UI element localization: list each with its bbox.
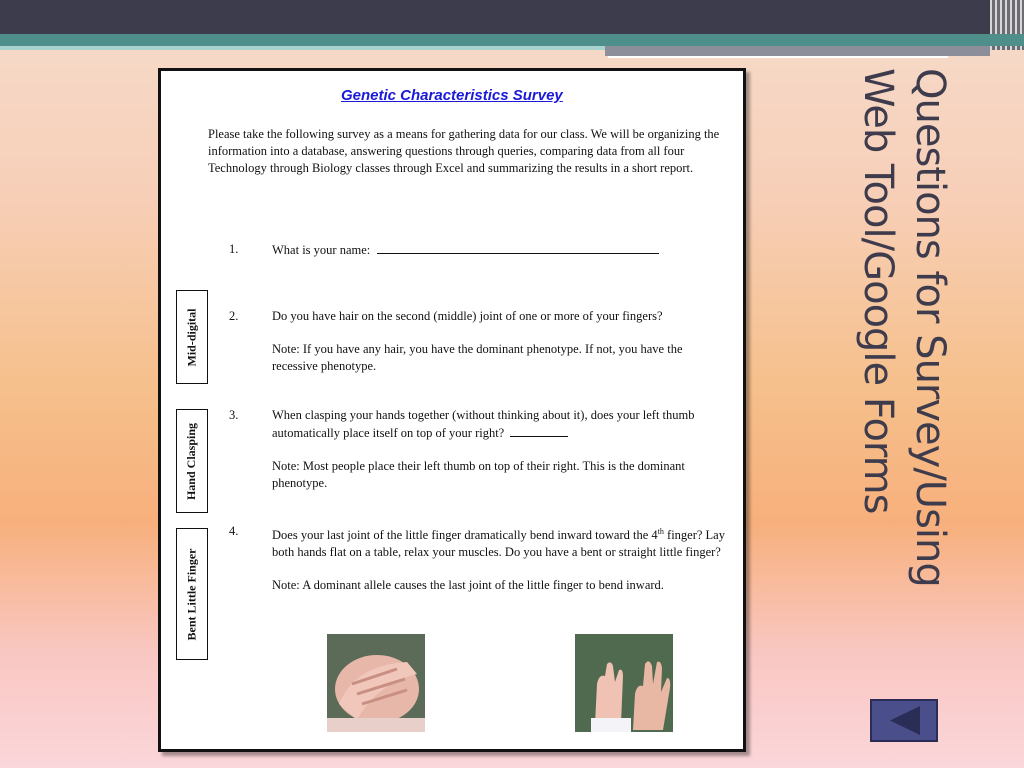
answer-blank[interactable] — [510, 424, 568, 437]
question-text: When clasping your hands together (without thinking about it), does your left thumb automatically place itself on top of your right? — [272, 408, 695, 440]
hand-clasping-photo — [327, 634, 425, 732]
slide-title-line-1: Questions for Survey/Using — [907, 68, 953, 587]
little-finger-image — [575, 634, 673, 732]
intro-paragraph: Please take the following survey as a means for gathering data for our class. We will be organizing the information into a database, answering questions through queries, comparing data from all four Technology through Biology classes through Excel and summarizing the results in a short report. — [208, 127, 720, 175]
document-title: Genetic Characteristics Survey — [341, 87, 563, 104]
name-blank[interactable] — [377, 241, 659, 254]
question-text: Does your last joint of the little finger dramatically bend inward toward the 4th finger? Lay both hands flat on a table, relax your muscles. Do you have a bent or straight little finger? — [272, 527, 725, 560]
teal-stripe — [0, 34, 1024, 46]
survey-document: Genetic Characteristics Survey Please take the following survey as a means for gathering data for our class. We will be organizing the information into a database, answering questions through queries, comparing data from all four Technology through Biology classes through Excel and summarizing the results in a short report. 1. What is your name: 2. Do you have hair on the second (middle) joint of one or more of your fingers? Note: If you have any hair, you have the dominant phenotype. If not, you have the recessive phenotype. 3. When clasping your hands together (without thinking about it), does your left thumb automatically place itself on top of your right? Note: Most people place their left thumb on top of their right. This is the dominant phenotype. 4. Does your last joint of the little finger dramatically bend inward toward the 4th finger? Lay both hands flat on a table, relax your muscles. Do you have a bent or straight little finger? Note: A dominant allele causes the last joint of the little finger to bend inward. Mid-digital Hand Clasping Bent Little Finger — [158, 68, 746, 752]
top-banner — [0, 0, 1024, 34]
slide-title-line-2: Web Tool/Google Forms — [855, 68, 901, 514]
side-label-hand-clasping: Hand Clasping — [176, 409, 208, 513]
triangle-left-icon — [872, 701, 936, 740]
question-note: Note: A dominant allele causes the last joint of the little finger to bend inward. — [272, 578, 664, 593]
back-button[interactable] — [870, 699, 938, 742]
slide-title — [824, 68, 954, 688]
white-line — [608, 56, 948, 58]
question-note: Note: Most people place their left thumb on top of their right. This is the dominant phenotype. — [272, 459, 685, 490]
little-finger-photo — [575, 634, 673, 732]
light-teal-stripe — [0, 46, 605, 50]
side-label-bent-little-finger: Bent Little Finger — [176, 528, 208, 660]
question-text: What is your name: — [272, 243, 371, 257]
question-text: Do you have hair on the second (middle) joint of one or more of your fingers? — [272, 309, 663, 323]
hand-clasping-image — [327, 634, 425, 732]
side-label-mid-digital: Mid-digital — [176, 290, 208, 384]
grey-stripe — [605, 46, 990, 56]
question-note: Note: If you have any hair, you have the dominant phenotype. If not, you have the recessive phenotype. — [272, 342, 683, 373]
